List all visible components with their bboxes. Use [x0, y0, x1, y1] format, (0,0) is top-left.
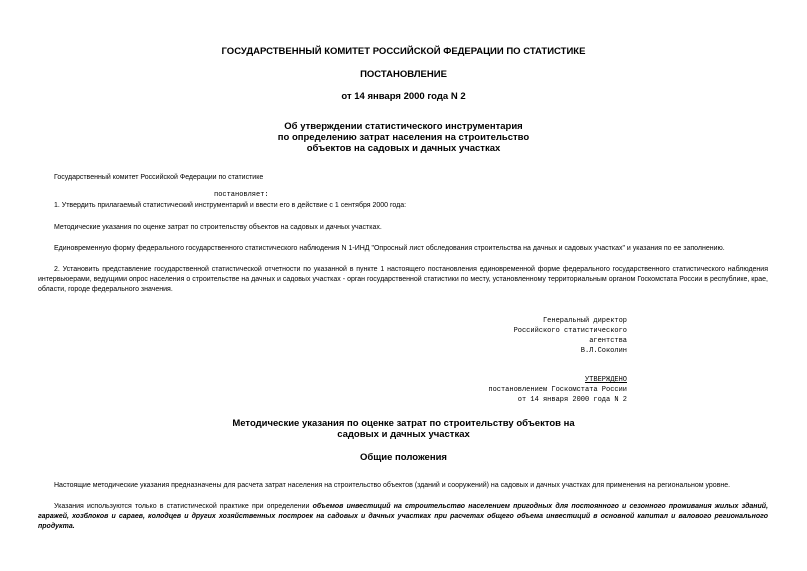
section-subtitle: Общие положения [360, 452, 447, 463]
approval-block [297, 375, 627, 405]
item-1-a: Методические указания по оценке затрат по строительству объектов на садовых и дачных участках. [54, 224, 382, 231]
signature-block [297, 316, 627, 356]
approval-line: от 14 января 2000 года N 2 [517, 396, 627, 404]
signature-line: В.Л.Соколин [580, 347, 627, 355]
doc-type-heading: ПОСТАНОВЛЕНИЕ [360, 69, 447, 80]
section-paragraph-2 [38, 502, 768, 532]
paragraph-2-text: Указания используются только в статистической практике при определении [54, 503, 313, 510]
title-line: Об утверждении статистического инструментария [284, 121, 523, 132]
signature-line: Российского статистического [513, 327, 627, 335]
date-heading: от 14 января 2000 года N 2 [341, 91, 466, 102]
approval-line: постановлением Госкомстата России [488, 386, 627, 394]
intro-text: Государственный комитет Российской Федерации по статистике [54, 174, 264, 181]
section-paragraph-1: Настоящие методические указания предназначены для расчета затрат населения на строительство объектов (зданий и сооружений) на садовых и дачных участках для применения на региональном уровне. [54, 482, 731, 489]
approved-label: УТВЕРЖДЕНО [584, 376, 627, 384]
title-line: объектов на садовых и дачных участках [306, 143, 501, 154]
signature-line: агентства [589, 337, 627, 345]
section-title [0, 418, 807, 440]
section-title-line: садовых и дачных участках [337, 429, 470, 440]
committee-heading: ГОСУДАРСТВЕННЫЙ КОМИТЕТ РОССИЙСКОЙ ФЕДЕРАЦИИ ПО СТАТИСТИКЕ [221, 46, 586, 57]
document-title [0, 121, 807, 154]
paragraph-2-emphasis: объемов инвестиций на строительство населением пригодных для постоянного и сезонного проживания жилых зданий, гаражей, хозблоков и сараев, колодцев и других хозяйственных построек на садовых и дачных участках при расчетах общего объема инвестиций в основной капитал и валового регионального продукта. [38, 503, 769, 530]
item-1-b: Единовременную форму федерального государственного статистического наблюдения N 1-ИНД "Опросный лист обследования строительства на дачных и садовых участках" и указания по ее заполнению. [54, 245, 725, 252]
title-line: по определению затрат населения на строительство [277, 132, 530, 143]
resolves-text: постановляет: [214, 191, 269, 199]
signature-line: Генеральный директор [542, 317, 627, 325]
section-title-line: Методические указания по оценке затрат по строительству объектов на [232, 418, 575, 429]
item-1: 1. Утвердить прилагаемый статистический инструментарий и ввести его в действие с 1 сентября 2000 года: [54, 202, 407, 209]
item-2: 2. Установить представление государственной статистической отчетности по указанной в пункте 1 настоящего постановления единовременной форме федерального государственного статистического наблюдения интервьюерами, ведущими опрос населения о строительстве на дачных и садовых участках - орган государственной статистики по месту, установленному территориальным органом Госкомстата России в республике, крае, области, городе федерального значения. [38, 266, 768, 293]
